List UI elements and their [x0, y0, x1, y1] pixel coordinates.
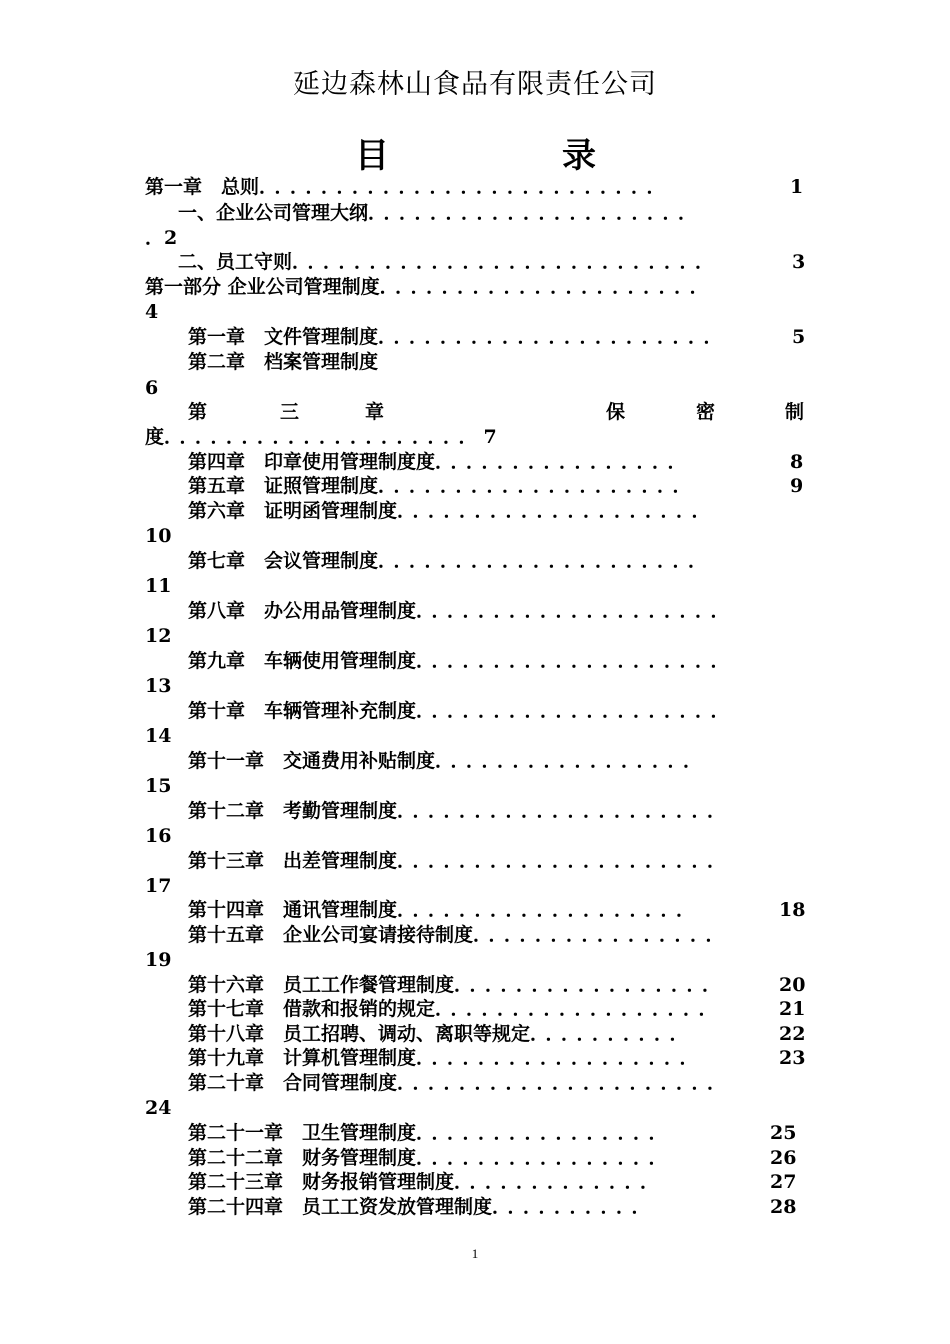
toc-entry[interactable]: 第十一章 交通费用补贴制度．．．．．．．．．．．．．．．．．: [188, 750, 709, 772]
toc-entry[interactable]: 第二十章 合同管理制度．．．．．．．．．．．．．．．．．．．．．: [188, 1072, 733, 1094]
toc-entry[interactable]: 第十四章 通讯管理制度．．．．．．．．．．．．．．．．．．．: [188, 899, 702, 921]
toc-entry[interactable]: 第十八章 员工招聘、调动、离职等规定．．．．．．．．．．: [188, 1023, 695, 1045]
toc-page-number: 18: [779, 899, 806, 921]
toc-title-right: 录: [562, 136, 596, 176]
toc-entry[interactable]: 第二十四章 员工工资发放管理制度．．．．．．．．．．: [188, 1196, 657, 1218]
toc-page-number: 17: [145, 875, 172, 897]
toc-entry[interactable]: 第八章 办公用品管理制度．．．．．．．．．．．．．．．．．．．．: [188, 600, 736, 622]
toc-page-number: 11: [145, 575, 172, 597]
toc-page-number: 5: [792, 326, 806, 348]
toc-entry[interactable]: 二、员工守则．．．．．．．．．．．．．．．．．．．．．．．．．．．: [178, 251, 721, 273]
toc-page-number: 21: [779, 998, 806, 1020]
toc-entry[interactable]: 第十七章 借款和报销的规定．．．．．．．．．．．．．．．．．．: [188, 998, 724, 1020]
toc-page-number: 1: [790, 176, 804, 198]
toc-entry[interactable]: 第六章 证明函管理制度．．．．．．．．．．．．．．．．．．．．: [188, 500, 717, 522]
page-footer-number: 1: [471, 1246, 479, 1261]
toc-entry[interactable]: 第二十三章 财务报销管理制度．．．．．．．．．．．．．: [188, 1171, 666, 1193]
toc-page-number: 25: [770, 1122, 797, 1144]
toc-page-number: 12: [145, 625, 172, 647]
toc-page-number: 3: [792, 251, 806, 273]
toc-entry[interactable]: 第七章 会议管理制度．．．．．．．．．．．．．．．．．．．．．: [188, 550, 714, 572]
toc-page-number: 22: [779, 1023, 806, 1045]
toc-page-number: 7: [483, 426, 497, 448]
toc-entry[interactable]: 第十章 车辆管理补充制度．．．．．．．．．．．．．．．．．．．．: [188, 700, 736, 722]
toc-entry[interactable]: 第二章 档案管理制度: [188, 351, 379, 373]
toc-entry[interactable]: 一、企业公司管理大纲．．．．．．．．．．．．．．．．．．．．．: [178, 202, 704, 224]
toc-entry[interactable]: 第十三章 出差管理制度．．．．．．．．．．．．．．．．．．．．．: [188, 850, 733, 872]
toc-page-number: 23: [779, 1047, 806, 1069]
toc-entry[interactable]: 第一章 总则．．．．．．．．．．．．．．．．．．．．．．．．．．: [145, 176, 672, 198]
toc-entry[interactable]: 第四章 印章使用管理制度度．．．．．．．．．．．．．．．．: [188, 451, 693, 473]
toc-entry[interactable]: 第二十二章 财务管理制度．．．．．．．．．．．．．．．．: [188, 1147, 674, 1169]
toc-entry[interactable]: 第一部分 企业公司管理制度．．．．．．．．．．．．．．．．．．．．．: [145, 276, 715, 298]
toc-title-left: 目: [355, 136, 389, 176]
toc-page-number: 15: [145, 775, 172, 797]
toc-page-number: 16: [145, 825, 172, 847]
toc-entry[interactable]: 第五章 证照管理制度．．．．．．．．．．．．．．．．．．．．: [188, 475, 698, 497]
toc-entry[interactable]: 第二十一章 卫生管理制度．．．．．．．．．．．．．．．．: [188, 1122, 674, 1144]
toc-page-number: 10: [145, 525, 172, 547]
toc-page-number: 4: [145, 301, 159, 323]
toc-page-number: 9: [790, 475, 804, 497]
toc-page-number: 13: [145, 675, 172, 697]
toc-page-number: 26: [770, 1147, 797, 1169]
toc-page-number: 2: [164, 227, 178, 249]
toc-page-number: 24: [145, 1097, 172, 1119]
toc-entry[interactable]: 第十五章 企业公司宴请接待制度．．．．．．．．．．．．．．．．: [188, 924, 731, 946]
company-header: 延边森林山食品有限责任公司: [293, 69, 657, 100]
toc-page-number: 20: [779, 974, 806, 996]
toc-entry[interactable]: 第十九章 计算机管理制度．．．．．．．．．．．．．．．．．．: [188, 1047, 705, 1069]
toc-page-number: 28: [770, 1196, 797, 1218]
toc-entry[interactable]: 第: [188, 401, 208, 423]
toc-list: 第一章 总则．．．．．．．．．．．．．．．．．．．．．．．．．． 1 一、企业公司管理大纲．．．．．．．．．．．．．．．．．．．．． ．2 二、员工守则．．．．．．．．．．．．．．．．．．．．．．．．．．． 3 第一部分 企业公司管理制度．．．．．．．．．．．．．．．．．．．．． 4 第一章 文件管理制度．．．．．．．．．．．．．．．．．．．．．． 5 第二章 档案管理制度 6 第 三 章 保 密 制 度．．．．．．．．．．．．．．．．．．．．7 第四章 印章使用管理制度度．．．．．．．．．．．．．．．． 8 第五章 证照管理制度．．．．．．．．．．．．．．．．．．．． 9 第六章 证明函管理制度．．．．．．．．．．．．．．．．．．．． 10 第七章 会议管理制度．．．．．．．．．．．．．．．．．．．．． 11 第八章 办公用品管理制度．．．．．．．．．．．．．．．．．．．． 12 第九章 车辆使用管理制度．．．．．．．．．．．．．．．．．．．． 13 第十章 车辆管理补充制度．．．．．．．．．．．．．．．．．．．． 14 第十一章 交通费用补贴制度．．．．．．．．．．．．．．．．． 15 第十二章 考勤管理制度．．．．．．．．．．．．．．．．．．．．． 16 第十三章 出差管理制度．．．．．．．．．．．．．．．．．．．．． 17 第十四章 通讯管理制度．．．．．．．．．．．．．．．．．．． 18 第十五章 企业公司宴请接待制度．．．．．．．．．．．．．．．． 19 第十六章 员工工作餐管理制度．．．．．．．．．．．．．．．．． 20 第十七章 借款和报销的规定．．．．．．．．．．．．．．．．．． 21 第十八章 员工招聘、调动、离职等规定．．．．．．．．．． 22 第十九章 计算机管理制度．．．．．．．．．．．．．．．．．． 23 第二十章 合同管理制度．．．．．．．．．．．．．．．．．．．．． 24 第二十一章 卫生管理制度．．．．．．．．．．．．．．．． 25 第二十二章 财务管理制度．．．．．．．．．．．．．．．． 26 第二十三章 财务报销管理制度．．．．．．．．．．．．． 27 第二十四章 员工工资发放管理制度．．．．．．．．．． 28: [145, 176, 806, 1218]
toc-page-number: 19: [145, 949, 172, 971]
toc-entry[interactable]: 第九章 车辆使用管理制度．．．．．．．．．．．．．．．．．．．．: [188, 650, 736, 672]
toc-entry[interactable]: 第十六章 员工工作餐管理制度．．．．．．．．．．．．．．．．．: [188, 974, 728, 996]
toc-page-number: 8: [790, 451, 804, 473]
toc-entry[interactable]: 第一章 文件管理制度．．．．．．．．．．．．．．．．．．．．．．: [188, 326, 729, 348]
toc-page-number: 27: [770, 1171, 797, 1193]
toc-entry[interactable]: 第十二章 考勤管理制度．．．．．．．．．．．．．．．．．．．．．: [188, 800, 733, 822]
toc-page-number: 6: [145, 377, 159, 399]
toc-page-number: 14: [145, 725, 172, 747]
